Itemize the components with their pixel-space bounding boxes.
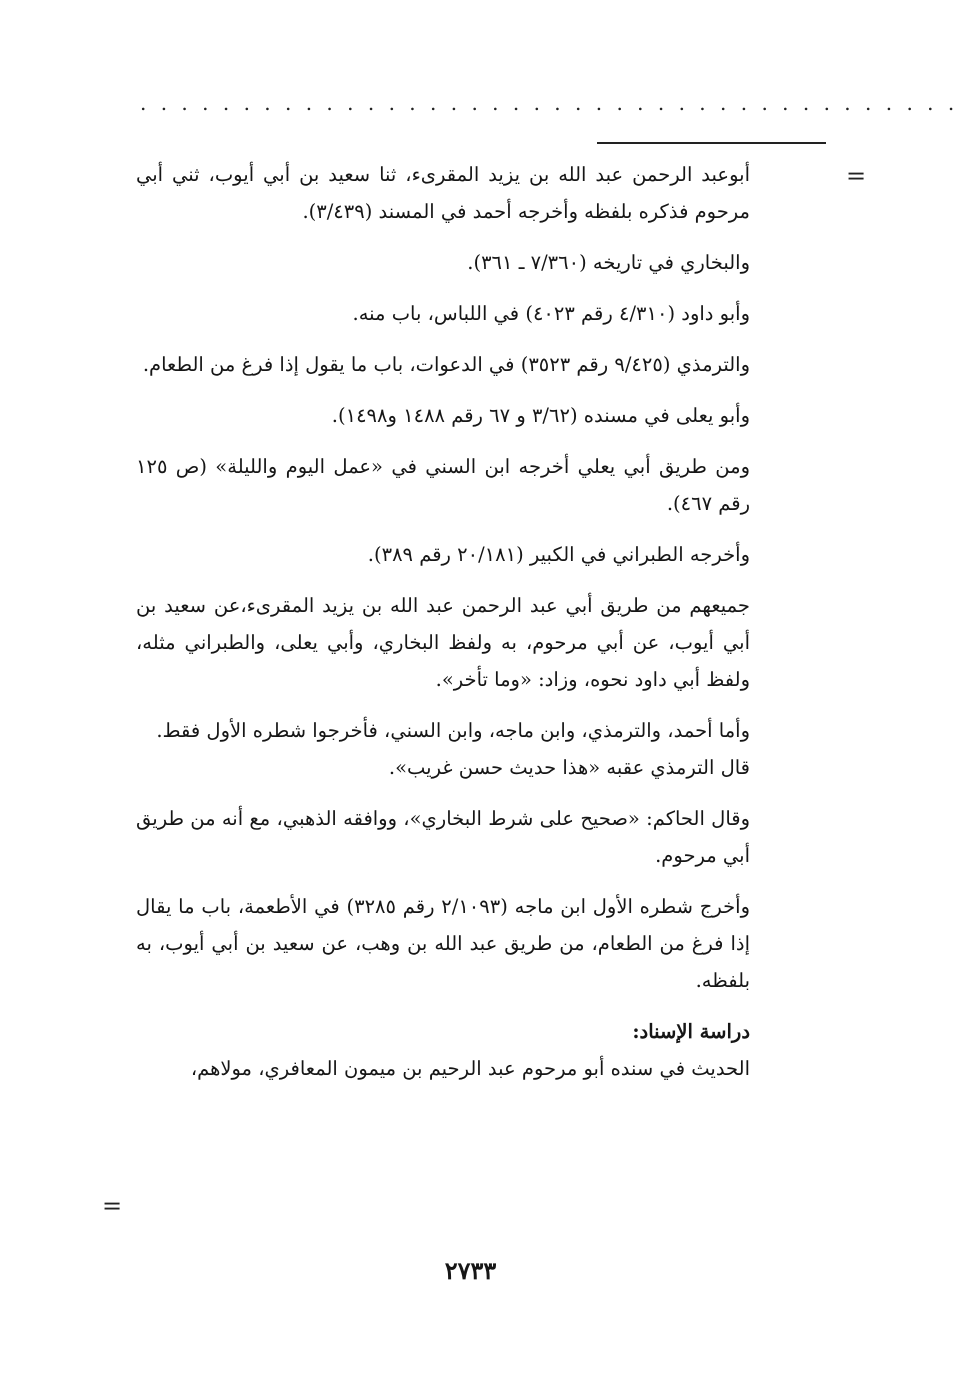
paragraph: والبخاري في تاريخه (٧/٣٦٠ ـ ٣٦١).: [467, 251, 750, 274]
footnote-rule: [597, 142, 826, 144]
paragraph: والترمذي (٩/٤٢٥ رقم ٣٥٢٣) في الدعوات، باب ما يقول إذا فرغ من الطعام.: [142, 353, 750, 376]
paragraph: وقال الحاكم: «صحيح على شرط البخاري»، ووافقه الذهبي، مع أنه من طريق أبي مرحوم.: [136, 807, 751, 867]
paragraph: وأبو يعلى في مسنده (٣/٦٢ و ٦٧ رقم ١٤٨٨ و١٤٩٨).: [331, 404, 750, 427]
paragraph: ومن طريق أبي يعلي أخرجه ابن السني في «عمل اليوم والليلة» (ص ١٢٥ رقم ٤٦٧).: [136, 455, 750, 515]
page-number: ٢٧٣٣: [444, 1256, 497, 1285]
section-heading: دراسة الإسناد:: [632, 1020, 750, 1043]
paragraph: قال الترمذي عقبه «هذا حديث حسن غريب».: [388, 756, 750, 779]
section-text: الحديث في سنده أبو مرحوم عبد الرحيم بن ميمون المعافري، مولاهم،: [190, 1057, 750, 1080]
continuation-mark-top: =: [846, 162, 867, 190]
paragraph: وأخرج شطره الأول ابن ماجه (٢/١٠٩٣ رقم ٣٢٨٥) في الأطعمة، باب ما يقال إذا فرغ من الطعام، من طريق عبد الله بن وهب، عن سعيد بن أبي أيوب، به بلفظه.: [136, 895, 750, 992]
paragraph: أبوعبد الرحمن عبد الله بن يزيد المقرىء، ثنا سعيد بن أبي أيوب، ثني أبي مرحوم فذكره بلفظه وأخرجه أحمد في المسند (٣/٤٣٩).: [136, 163, 750, 223]
footnote-body: [136, 156, 750, 1087]
footnote-dotted-separator: . . . . . . . . . . . . . . . . . . . . . . . . . . . . . . . . . . . . . . . .: [140, 91, 958, 115]
paragraph: جميعهم من طريق أبي عبد الرحمن عبد الله بن يزيد المقرىء،عن سعيد بن أبي أيوب، عن أبي مرحوم، به ولفظ البخاري، وأبي يعلى، والطبراني مثله، ولفظ أبي داود نحوه، وزاد: «وما تأخر».: [136, 594, 750, 691]
continuation-mark-bottom: =: [102, 1192, 123, 1220]
paragraph: وأما أحمد، والترمذي، وابن ماجه، وابن السني، فأخرجوا شطره الأول فقط.: [156, 719, 750, 742]
paragraph: وأبو داود (٤/٣١٠ رقم ٤٠٢٣) في اللباس، باب منه.: [352, 302, 750, 325]
paragraph: وأخرجه الطبراني في الكبير (٢٠/١٨١ رقم ٣٨٩).: [367, 543, 750, 566]
